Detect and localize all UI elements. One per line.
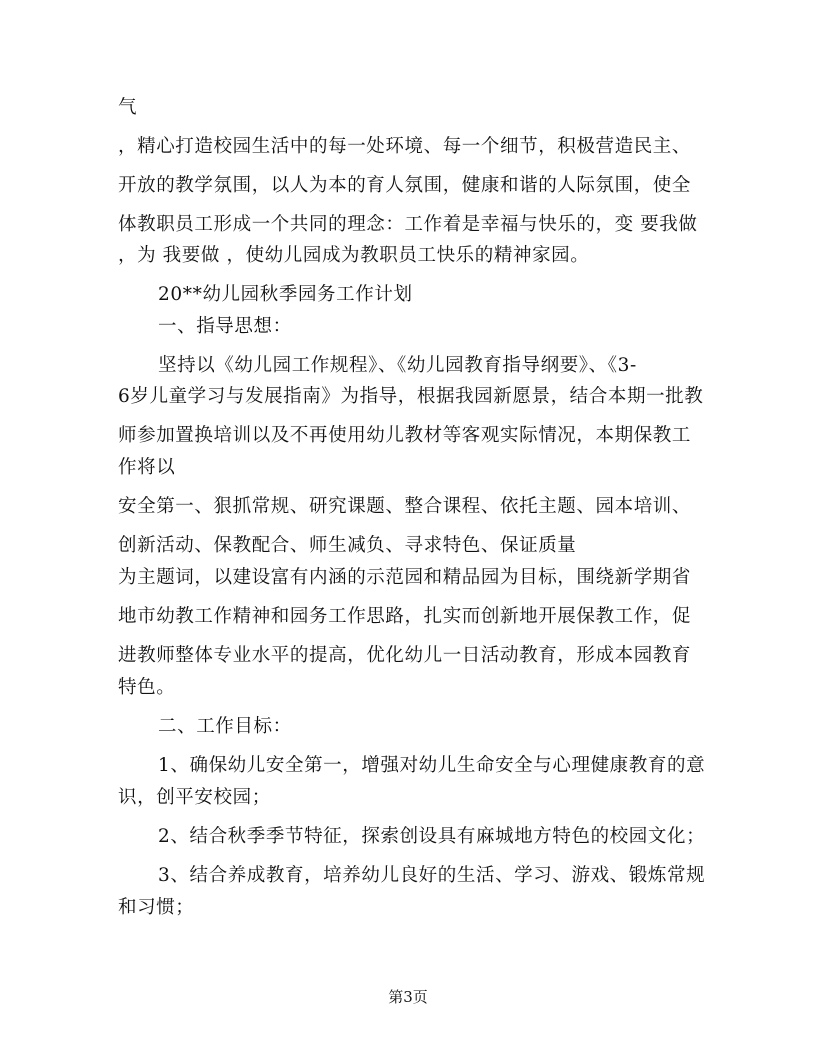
section-heading: 一、指导思想： xyxy=(158,316,292,337)
text-line: 地市幼教工作精神和园务工作思路，扎实而创新地开展保教工作，促 xyxy=(118,606,692,627)
text-line: 气 xyxy=(118,97,138,118)
section-heading: 二、工作目标： xyxy=(158,716,292,737)
text-line: 坚持以《幼儿园工作规程》、《幼儿园教育指导纲要》、《3- xyxy=(158,355,637,376)
page-number: 第3页 xyxy=(388,988,428,1006)
text-line: 特色。 xyxy=(118,677,176,698)
section-heading: 20**幼儿园秋季园务工作计划 xyxy=(158,284,413,305)
text-line: ，为 我要做 ，使幼儿园成为教职员工快乐的精神家园。 xyxy=(118,245,590,266)
text-line: 体教职员工形成一个共同的理念：工作着是幸福与快乐的，变 要我做 xyxy=(118,214,698,235)
text-line: 6岁儿童学习与发展指南》为指导，根据我园新愿景，结合本期一批教 xyxy=(118,386,704,407)
text-line: 3、结合养成教育，培养幼儿良好的生活、学习、游戏、锻炼常规 xyxy=(158,865,706,886)
text-line: 开放的教学氛围，以人为本的育人氛围，健康和谐的人际氛围，使全 xyxy=(118,175,692,196)
text-line: 1、确保幼儿安全第一，增强对幼儿生命安全与心理健康教育的意 xyxy=(158,755,706,776)
text-line: ，精心打造校园生活中的每一处环境、每一个细节，积极营造民主、 xyxy=(118,136,692,157)
text-line: 为主题词，以建设富有内涵的示范园和精品园为目标，围绕新学期省 xyxy=(118,567,692,588)
text-line: 进教师整体专业水平的提高，优化幼儿一日活动教育，形成本园教育 xyxy=(118,645,692,666)
text-line: 和习惯； xyxy=(118,897,195,918)
text-line: 师参加置换培训以及不再使用幼儿教材等客观实际情况，本期保教工 xyxy=(118,425,692,446)
text-line: 创新活动、保教配合、师生减负、寻求特色、保证质量 xyxy=(118,535,577,556)
text-line: 识，创平安校园； xyxy=(118,787,271,808)
text-line: 2、结合秋季季节特征，探索创设具有麻城地方特色的校园文化； xyxy=(158,826,706,847)
text-line: 安全第一、狠抓常规、研究课题、整合课程、依托主题、园本培训、 xyxy=(118,496,692,517)
text-line: 作将以 xyxy=(118,457,176,478)
